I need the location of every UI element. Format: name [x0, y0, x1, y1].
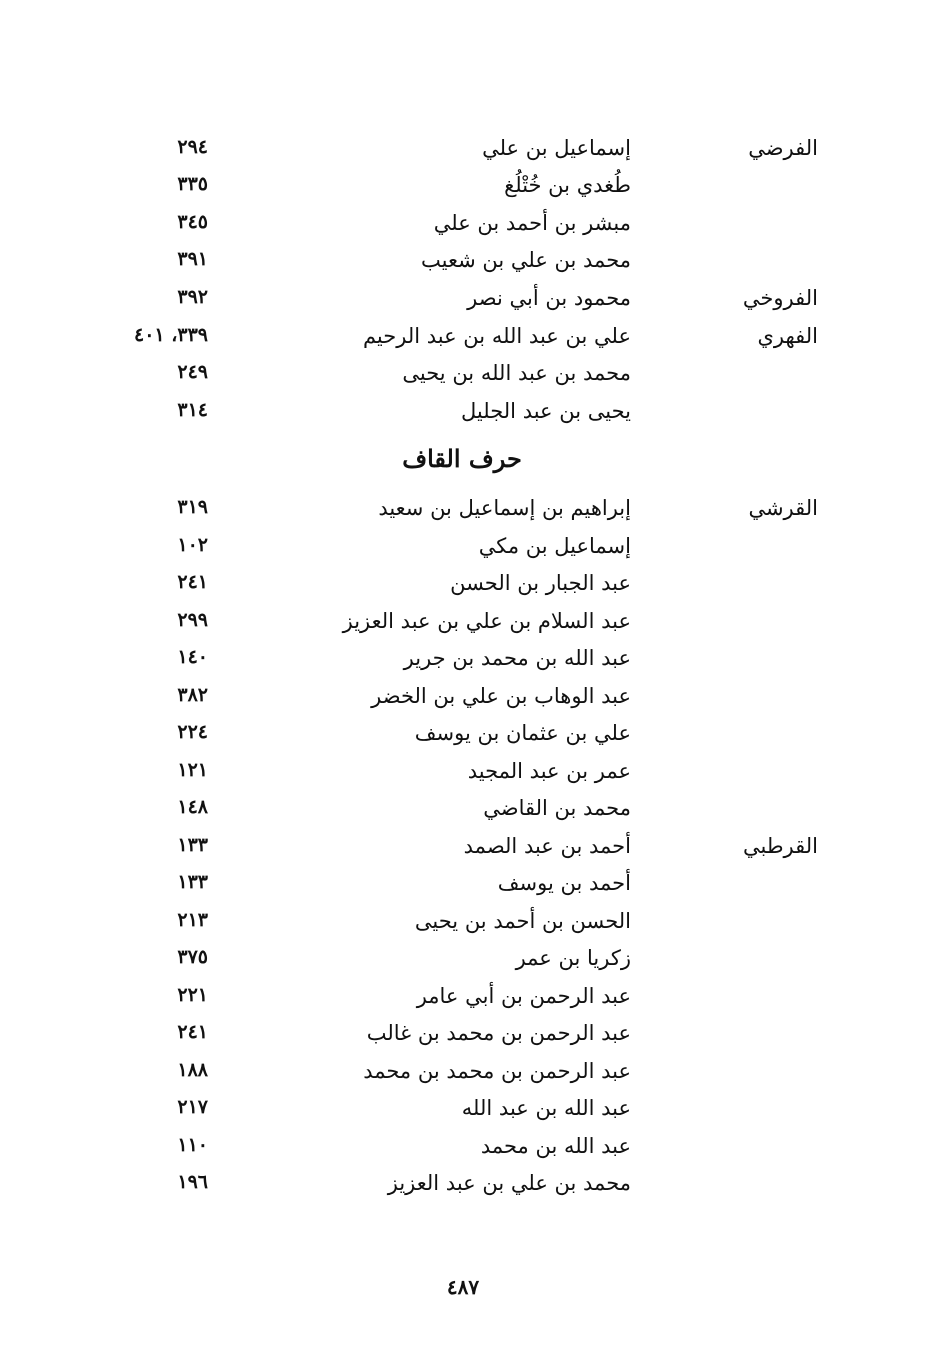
entry-pages: ٢٤١ — [177, 1021, 208, 1043]
index-row — [0, 759, 926, 793]
index-row — [0, 796, 926, 830]
entry-name: إسماعيل بن مكي — [478, 534, 631, 558]
entry-pages: ٣١٤ — [177, 399, 208, 421]
entry-name: محمد بن علي بن عبد العزيز — [387, 1171, 631, 1195]
entry-pages: ٣١٩ — [177, 496, 208, 518]
entry-name: عبد الوهاب بن علي بن الخضر — [371, 684, 631, 708]
entry-name: عبد الله بن محمد — [480, 1134, 631, 1158]
entry-name: عمر بن عبد المجيد — [467, 759, 631, 783]
nisba-label: القرشي — [748, 496, 818, 520]
entry-pages: ٣٣٩، ٤٠١ — [134, 324, 208, 346]
entry-name: يحيى بن عبد الجليل — [461, 399, 631, 423]
index-row — [0, 984, 926, 1018]
entry-name: محمد بن القاضي — [483, 796, 631, 820]
page-number: ٤٨٧ — [446, 1275, 480, 1299]
entry-pages: ٢١٧ — [177, 1096, 208, 1118]
index-row — [0, 571, 926, 605]
entry-name: زكريا بن عمر — [515, 946, 631, 970]
index-row — [0, 361, 926, 395]
section-heading — [0, 444, 926, 473]
index-row — [0, 684, 926, 718]
entry-name: عبد الرحمن بن أبي عامر — [416, 984, 631, 1008]
entry-name: عبد الرحمن بن محمد بن غالب — [366, 1021, 631, 1045]
entry-name: مبشر بن أحمد بن علي — [433, 211, 631, 235]
index-row — [0, 248, 926, 282]
section-heading-text: حرف القاف — [402, 444, 522, 473]
entry-name: محمود بن أبي نصر — [467, 286, 631, 310]
nisba-label: الفروخي — [742, 286, 818, 310]
index-row — [0, 136, 926, 170]
nisba-label: الفرضي — [748, 136, 818, 160]
entry-name: إسماعيل بن علي — [482, 136, 631, 160]
entry-name: أحمد بن يوسف — [497, 871, 631, 895]
index-row — [0, 909, 926, 943]
nisba-label: الفهري — [757, 324, 818, 348]
entry-pages: ٢٢١ — [177, 984, 208, 1006]
entry-name: أحمد بن عبد الصمد — [463, 834, 631, 858]
entry-pages: ١٨٨ — [177, 1059, 208, 1081]
entry-name: إبراهيم بن إسماعيل بن سعيد — [378, 496, 631, 520]
index-row — [0, 1059, 926, 1093]
index-row — [0, 496, 926, 530]
entry-name: عبد الله بن عبد الله — [461, 1096, 631, 1120]
nisba-label: القرطبي — [743, 834, 818, 858]
entry-pages: ٣٨٢ — [177, 684, 208, 706]
entry-pages: ٣٧٥ — [177, 946, 208, 968]
entry-pages: ٣٩١ — [177, 248, 208, 270]
entry-pages: ٣٩٢ — [177, 286, 208, 308]
index-row — [0, 324, 926, 358]
entry-name: عبد السلام بن علي بن عبد العزيز — [342, 609, 631, 633]
entry-pages: ٢٩٤ — [177, 136, 208, 158]
index-row — [0, 399, 926, 433]
entry-pages: ٢٤١ — [177, 571, 208, 593]
index-row — [0, 286, 926, 320]
index-row — [0, 173, 926, 207]
entry-name: عبد الرحمن بن محمد بن محمد — [363, 1059, 631, 1083]
entry-pages: ١٠٢ — [177, 534, 208, 556]
entry-pages: ١٢١ — [177, 759, 208, 781]
index-row — [0, 1021, 926, 1055]
entry-pages: ١٣٣ — [177, 834, 208, 856]
entry-pages: ٢٩٩ — [177, 609, 208, 631]
entry-pages: ١٤٨ — [177, 796, 208, 818]
entry-name: طُغدي بن خُتْلُغ — [504, 173, 631, 197]
entry-pages: ٢٢٤ — [177, 721, 208, 743]
index-row — [0, 1134, 926, 1168]
index-row — [0, 1096, 926, 1130]
entry-pages: ١١٠ — [177, 1134, 208, 1156]
entry-name: محمد بن علي بن شعيب — [421, 248, 631, 272]
entry-name: علي بن عثمان بن يوسف — [414, 721, 631, 745]
entry-pages: ٢٤٩ — [177, 361, 208, 383]
entry-name: علي بن عبد الله بن عبد الرحيم — [362, 324, 631, 348]
index-row — [0, 721, 926, 755]
entry-pages: ١٣٣ — [177, 871, 208, 893]
index-row — [0, 871, 926, 905]
entry-name: محمد بن عبد الله بن يحيى — [402, 361, 631, 385]
entry-pages: ٣٣٥ — [177, 173, 208, 195]
entry-name: عبد الجبار بن الحسن — [450, 571, 631, 595]
index-row — [0, 1171, 926, 1205]
entry-pages: ١٩٦ — [177, 1171, 208, 1193]
index-row — [0, 534, 926, 568]
index-row — [0, 946, 926, 980]
entry-pages: ٢١٣ — [177, 909, 208, 931]
index-row — [0, 834, 926, 868]
index-row — [0, 609, 926, 643]
index-row — [0, 646, 926, 680]
entry-name: الحسن بن أحمد بن يحيى — [414, 909, 631, 933]
index-row — [0, 211, 926, 245]
entry-name: عبد الله بن محمد بن جرير — [403, 646, 631, 670]
entry-pages: ٣٤٥ — [177, 211, 208, 233]
entry-pages: ١٤٠ — [177, 646, 208, 668]
